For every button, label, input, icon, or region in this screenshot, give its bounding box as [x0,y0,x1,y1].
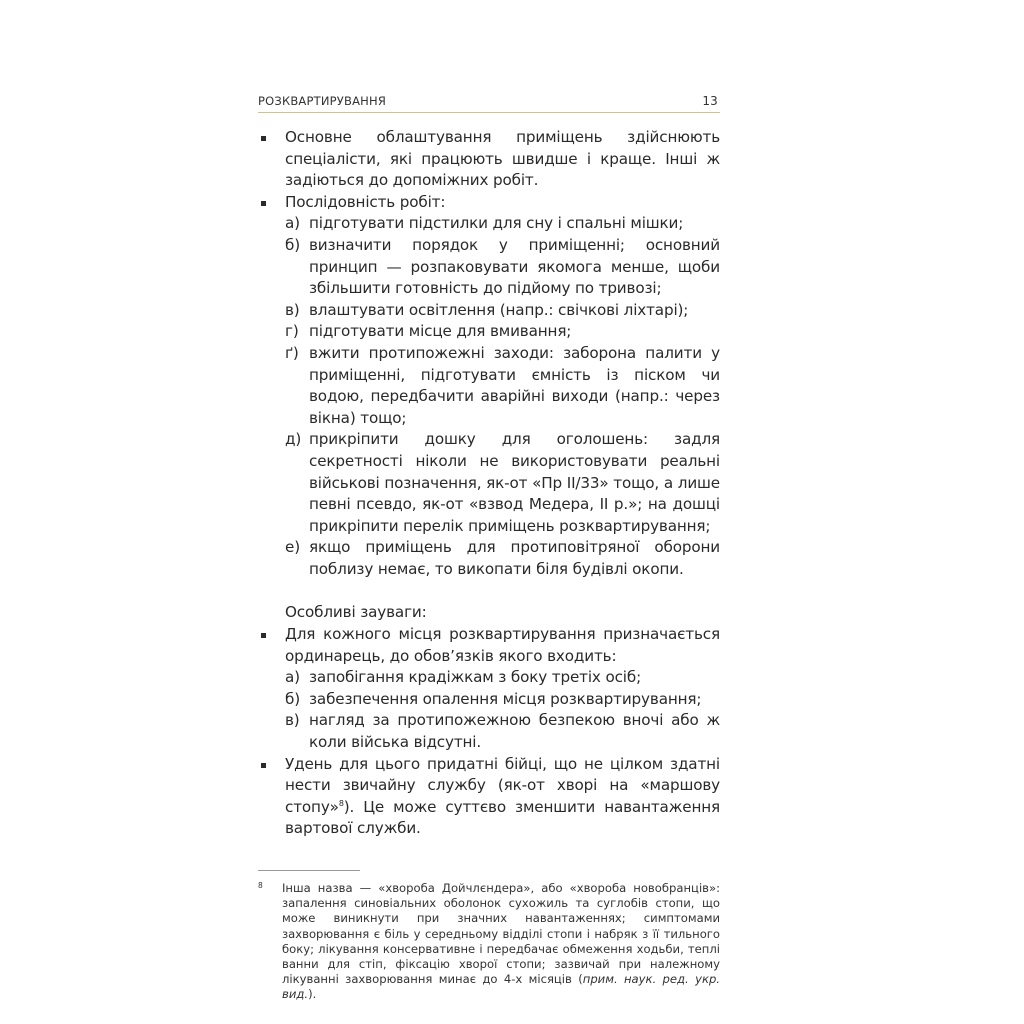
list-label: е) [285,538,300,557]
bullet-item [258,192,720,581]
list-item [285,710,720,753]
bullet-text: Послідовність робіт: [285,192,446,211]
footnote-reference[interactable]: 8 [338,798,344,808]
list-label: ґ) [285,343,299,362]
bullet-text-part: ). Це може суттєво зменшити навантаження вартової служби. [285,797,720,838]
list-label: в) [285,711,300,730]
list-item [285,235,720,300]
list-text: запобігання крадіжкам з боку третіх осіб; [309,668,642,687]
list-text: якщо приміщень для протиповітряної оборони поблизу немає, то викопати біля будівлі окопи. [309,538,720,578]
list-item [285,300,720,322]
list-item [285,429,720,537]
list-item [285,343,720,429]
bullet-item [258,624,720,754]
footnote-editor-note: прим. наук. ред. укр. вид. [282,972,720,1002]
list-label: а) [285,214,300,233]
book-page [258,90,720,1003]
list-label: в) [285,300,300,319]
list-text: вжити протипожежні заходи: заборона палити у приміщенні, підготувати ємність із піском чи водою, передбачити аварійні виходи (напр.: через вікна) тощо; [309,343,720,427]
footnote [258,881,720,1003]
list-item [285,689,720,711]
list-text: нагляд за протипожежною безпекою вночі або ж коли війська відсутні. [309,711,720,752]
page-number: 13 [702,94,718,108]
footnote-text: Інша назва — «хвороба Дойчлєндера», або «хвороба новобранців»: запалення синовіальних оболонок сухожиль та суглобів стопи, що може виникнути при значних навантаженнях; симптомами захворювання є біль у середньому відділі стопи і набряк з її тильного боку; лікування консервативне і передбачає обмеження ходьби, теплі ванни для стіп, фіксацію хворої стопи; зазвичай при належному лікуванні захворювання минає до 4-х місяців ( [282,881,720,987]
running-title: РОЗКВАРТИРУВАННЯ [258,94,387,108]
list-text: влаштувати освітлення (напр.: свічкові ліхтарі); [309,300,689,319]
list-label: б) [285,235,300,254]
list-text: визначити порядок у приміщенні; основний принцип — розпаковувати якомога менше, щоби збільшити готовність до підйому по тривозі; [309,235,720,298]
list-item [285,667,720,689]
bullet-item [258,754,720,840]
list-label: д) [285,430,302,449]
list-label: г) [285,322,299,341]
list-text: підготувати місце для вмивання; [309,322,572,341]
special-notes-heading: Особливі зауваги: [285,603,427,622]
bullet-item [258,127,720,192]
list-item [285,537,720,580]
list-text: підготувати підстилки для сну і спальні мішки; [309,214,684,233]
list-item [285,321,720,343]
footnote-divider [258,870,360,871]
bullet-text: Основне облаштування приміщень здійснюють спеціалісти, які працюють швидше і краще. Інші ж задіються до допоміжних робіт. [285,128,720,190]
list-text: забезпечення опалення місця розквартирування; [309,689,702,708]
list-label: б) [285,689,300,708]
bullet-text: Для кожного місця розквартирування призначається ординарець, до обов’язків якого входить: [285,625,720,665]
list-item [285,213,720,235]
running-head [258,90,720,113]
bullet-text [285,754,720,840]
bullet-text-part: Удень для цього придатні бійці, що не цілком здатні нести звичайну службу (як-от хворі на «маршову стопу» [285,754,720,816]
body-text [258,127,720,840]
list-label: а) [285,668,300,687]
footnote-number: 8 [258,881,263,890]
list-text: прикріпити дошку для оголошень: задля секретності ніколи не використовувати реальні військові позначення, як-от «Пр II/33» тощо, а лише певні псевдо, як-от «взвод Медера, II р.»; на дошці прикріпити перелік приміщень розквартирування; [309,430,720,535]
footnote-text-end: ). [308,987,317,1002]
